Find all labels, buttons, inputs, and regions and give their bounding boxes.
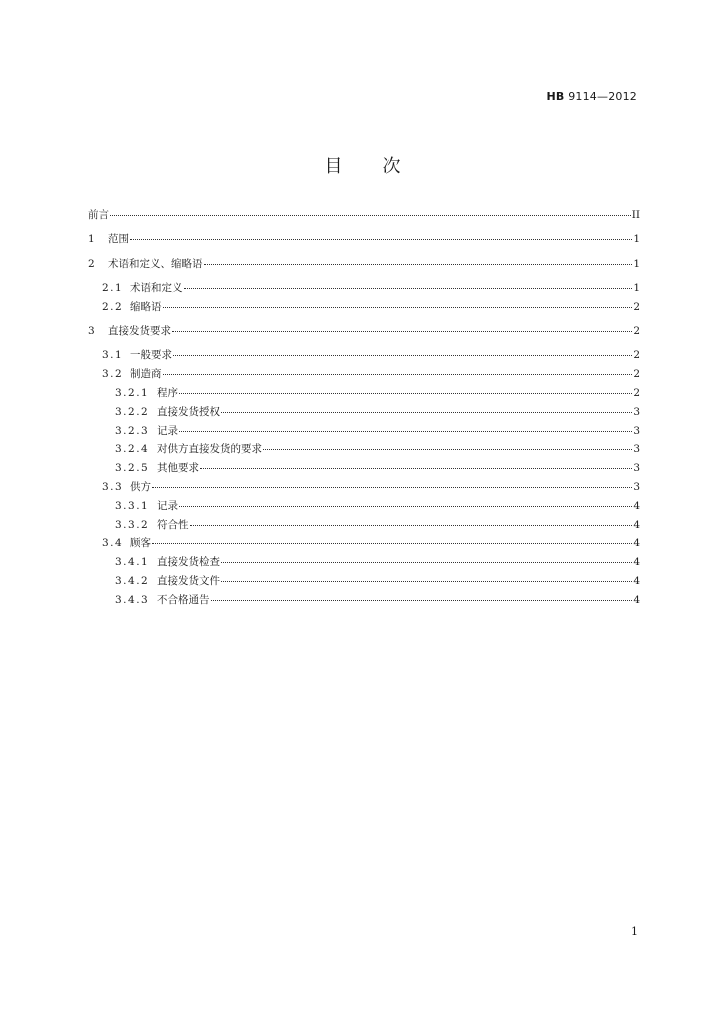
toc-entry[interactable] bbox=[88, 323, 640, 339]
toc-entry[interactable] bbox=[88, 299, 640, 315]
toc-entry-title: 前言 bbox=[88, 209, 109, 221]
toc-entry-number: 3 bbox=[88, 325, 97, 337]
toc-entry-title: 程序 bbox=[157, 386, 178, 399]
toc-entry-page: 2 bbox=[633, 368, 640, 381]
toc-entry-title: 顾客 bbox=[130, 537, 151, 550]
toc-entry-page: 2 bbox=[633, 300, 640, 313]
toc-entry[interactable] bbox=[88, 592, 640, 608]
toc-entry-number: 3.4.3 bbox=[115, 593, 150, 606]
toc-entry-title: 术语和定义、缩略语 bbox=[108, 257, 203, 270]
toc-entry-title: 记录 bbox=[157, 499, 178, 512]
toc-entry[interactable] bbox=[88, 554, 640, 570]
toc-entry-title: 缩略语 bbox=[130, 300, 162, 313]
toc-entry-number: 2.2 bbox=[102, 300, 124, 313]
toc-entry-page: 3 bbox=[633, 424, 640, 437]
toc-entry-page: 1 bbox=[633, 233, 640, 246]
toc-entry-number: 2 bbox=[88, 257, 97, 270]
toc-entry[interactable] bbox=[88, 280, 640, 296]
toc-entry[interactable] bbox=[88, 231, 640, 247]
toc-entry-title: 直接发货授权 bbox=[157, 405, 220, 418]
toc-entry-title: 制造商 bbox=[130, 368, 162, 381]
toc-entry[interactable] bbox=[88, 517, 640, 533]
toc-entry-page: 1 bbox=[633, 281, 640, 294]
toc-dot-leader bbox=[263, 449, 632, 450]
toc-dot-leader bbox=[190, 525, 633, 526]
toc-entry-number: 3.1 bbox=[102, 349, 124, 362]
toc-entry-number: 3.3.1 bbox=[115, 499, 150, 512]
toc-entry-number: 3.3 bbox=[102, 480, 124, 493]
toc-dot-leader bbox=[179, 393, 632, 394]
toc-entry-page: 4 bbox=[633, 537, 640, 550]
toc-entry[interactable] bbox=[88, 347, 640, 363]
standard-number: 9114—2012 bbox=[568, 90, 637, 103]
toc-dot-leader bbox=[179, 506, 632, 507]
toc-dot-leader bbox=[184, 288, 633, 289]
toc-entry-title: 直接发货检查 bbox=[157, 556, 220, 569]
toc-entry-page: 1 bbox=[633, 257, 640, 270]
toc-entry-page: 3 bbox=[633, 462, 640, 475]
toc-entry-title: 对供方直接发货的要求 bbox=[157, 443, 262, 456]
toc-entry[interactable] bbox=[88, 256, 640, 272]
toc-dot-leader bbox=[173, 355, 632, 356]
toc-entry-number: 1 bbox=[88, 233, 97, 246]
toc-entry[interactable] bbox=[88, 441, 640, 457]
toc-entry-page: 4 bbox=[633, 574, 640, 587]
toc-entry-title: 不合格通告 bbox=[157, 593, 210, 606]
toc-entry-number: 3.2.4 bbox=[115, 443, 150, 456]
toc-entry-number: 3.3.2 bbox=[115, 518, 150, 531]
toc-entry-title: 一般要求 bbox=[130, 349, 172, 362]
toc-entry[interactable] bbox=[88, 366, 640, 382]
toc-entry-number: 3.2.3 bbox=[115, 424, 150, 437]
toc-entry[interactable] bbox=[88, 404, 640, 420]
toc-entry-page: II bbox=[631, 209, 640, 221]
toc-entry-title: 术语和定义 bbox=[130, 281, 183, 294]
toc-dot-leader bbox=[163, 374, 633, 375]
toc-dot-leader bbox=[200, 468, 632, 469]
toc-entry-page: 2 bbox=[633, 386, 640, 399]
toc-entry[interactable] bbox=[88, 207, 640, 223]
toc-entry[interactable] bbox=[88, 385, 640, 401]
toc-entry-title: 直接发货要求 bbox=[108, 325, 171, 337]
toc-dot-leader bbox=[110, 215, 631, 216]
toc-entry-page: 3 bbox=[633, 405, 640, 418]
toc-entry[interactable] bbox=[88, 460, 640, 476]
toc-entry-number: 3.2.1 bbox=[115, 386, 150, 399]
toc-entry[interactable] bbox=[88, 423, 640, 439]
toc-entry-number: 3.2.5 bbox=[115, 462, 150, 475]
toc-entry[interactable] bbox=[88, 535, 640, 551]
toc-dot-leader bbox=[221, 562, 632, 563]
toc-entry[interactable] bbox=[88, 479, 640, 495]
toc-dot-leader bbox=[152, 543, 632, 544]
toc-entry-number: 3.4.1 bbox=[115, 556, 150, 569]
toc-entry-number: 2.1 bbox=[102, 281, 124, 294]
toc-entry-title: 符合性 bbox=[157, 518, 189, 531]
toc-entry-page: 3 bbox=[633, 480, 640, 493]
toc-entry-page: 4 bbox=[633, 556, 640, 569]
toc-entry-title: 记录 bbox=[157, 424, 178, 437]
toc-entry-page: 4 bbox=[633, 518, 640, 531]
toc-entry[interactable] bbox=[88, 498, 640, 514]
toc-entry-number: 3.2 bbox=[102, 368, 124, 381]
toc-dot-leader bbox=[211, 600, 633, 601]
toc-entry-page: 4 bbox=[633, 593, 640, 606]
toc-dot-leader bbox=[172, 331, 632, 332]
toc-entry-title: 范围 bbox=[108, 233, 129, 246]
toc-dot-leader bbox=[204, 264, 633, 265]
toc-entry-page: 2 bbox=[633, 325, 640, 337]
page-number: 1 bbox=[631, 925, 638, 938]
document-code bbox=[547, 90, 638, 103]
toc-dot-leader bbox=[221, 412, 632, 413]
toc-dot-leader bbox=[179, 431, 632, 432]
toc-entry-title: 其他要求 bbox=[157, 462, 199, 475]
standard-prefix: HB bbox=[546, 90, 565, 103]
toc-entry-page: 3 bbox=[633, 443, 640, 456]
toc-dot-leader bbox=[152, 487, 632, 488]
toc-entry-title: 直接发货文件 bbox=[157, 574, 220, 587]
toc-entry-title: 供方 bbox=[130, 480, 151, 493]
toc-entry-number: 3.4.2 bbox=[115, 574, 150, 587]
page-title: 目次 bbox=[324, 156, 441, 177]
toc-entry[interactable] bbox=[88, 573, 640, 589]
toc-dot-leader bbox=[221, 581, 632, 582]
toc-entry-number: 3.4 bbox=[102, 537, 124, 550]
toc-entry-page: 2 bbox=[633, 349, 640, 362]
toc-dot-leader bbox=[163, 307, 633, 308]
toc-dot-leader bbox=[130, 239, 632, 240]
toc-entry-number: 3.2.2 bbox=[115, 405, 150, 418]
toc-entry-page: 4 bbox=[633, 499, 640, 512]
